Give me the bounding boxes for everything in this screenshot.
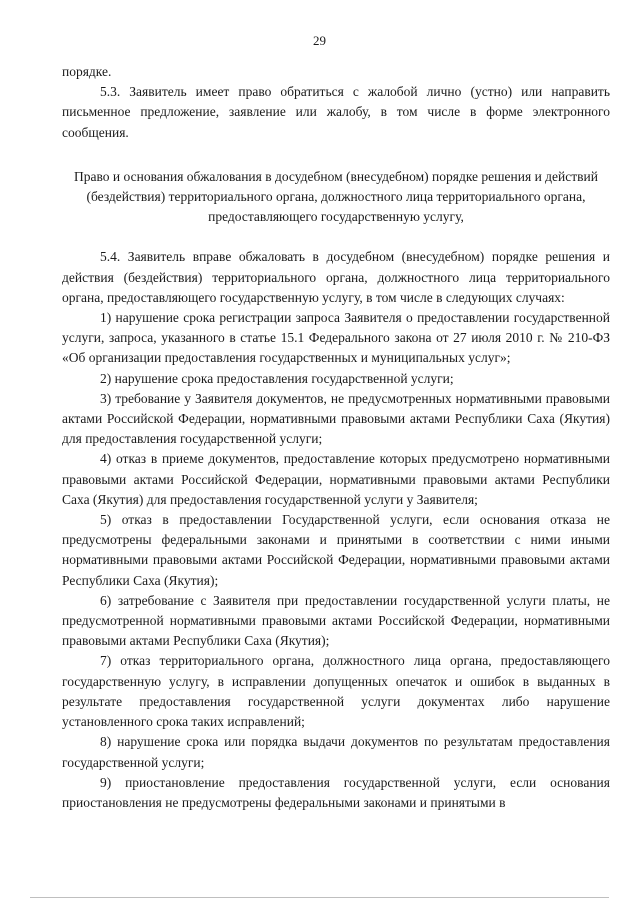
list-item: 4) отказ в приеме документов, предоставление которых предусмотрено нормативными правовыми актами Российской Федерации, нормативными правовыми актами Республики Саха (Якутия) для предоставления государственной услуги у Заявителя; xyxy=(62,451,610,507)
paragraph-5-3: 5.3. Заявитель имеет право обратиться с жалобой лично (устно) или направить письменное предложение, заявление или жалобу, в том числе в форме электронного сообщения. xyxy=(62,84,610,140)
spacer xyxy=(62,143,610,167)
section-heading: Право и основания обжалования в досудебном (внесудебном) порядке решения и действий (бездействия) территориального органа, должностного лица территориального органа, предоставляющего государственную услугу, xyxy=(74,168,598,225)
spacer xyxy=(62,227,610,247)
list-item: 9) приостановление предоставления государственной услуги, если основания приостановления не предусмотрены федеральными законами и принятыми в xyxy=(62,774,610,810)
list-item: 1) нарушение срока регистрации запроса Заявителя о предоставлении государственной услуги, запроса, указанного в статье 15.1 Федерального закона от 27 июля 2010 г. № 210-ФЗ «Об организации предоставления государственных и муниципальных услуг»; xyxy=(62,310,610,366)
list-item: 2) нарушение срока предоставления государственной услуги; xyxy=(100,370,454,386)
list-item: 6) затребование с Заявителя при предоставлении государственной услуги платы, не предусмотренной нормативными правовыми актами Российской Федерации, нормативными правовыми актами Республики Саха (Якутия); xyxy=(62,592,610,649)
paragraph-continued: порядке. xyxy=(62,64,112,79)
list-item: 7) отказ территориального органа, должностного лица органа, предоставляющего государственную услугу, в исправлении допущенных опечаток и ошибок в выданных в результате предоставления государственной услуги документах либо нарушение установленного срока таких исправлений; xyxy=(62,653,610,730)
page-number: 29 xyxy=(313,33,326,48)
list-item: 8) нарушение срока или порядка выдачи документов по результатам предоставления государственной услуги; xyxy=(62,734,610,770)
list-item: 3) требование у Заявителя документов, не предусмотренных нормативными правовыми актами Российской Федерации, нормативными правовыми актами Республики Саха (Якутия) для предоставления государственной услуги; xyxy=(62,390,610,447)
list-item: 5) отказ в предоставлении Государственной услуги, если основания отказа не предусмотрены федеральными законами и принятыми в соответствии с ними иными нормативными правовыми актами Российской Федерации, нормативными правовыми актами Республики Саха (Якутия); xyxy=(62,512,610,588)
document-body xyxy=(62,62,610,813)
scan-edge-divider xyxy=(30,897,609,898)
paragraph-5-4: 5.4. Заявитель вправе обжаловать в досудебном (внесудебном) порядке решения и действия (бездействия) территориального органа, должностного лица территориального органа, предоставляющего государственную услугу, в том числе в следующих случаях: xyxy=(62,249,610,305)
